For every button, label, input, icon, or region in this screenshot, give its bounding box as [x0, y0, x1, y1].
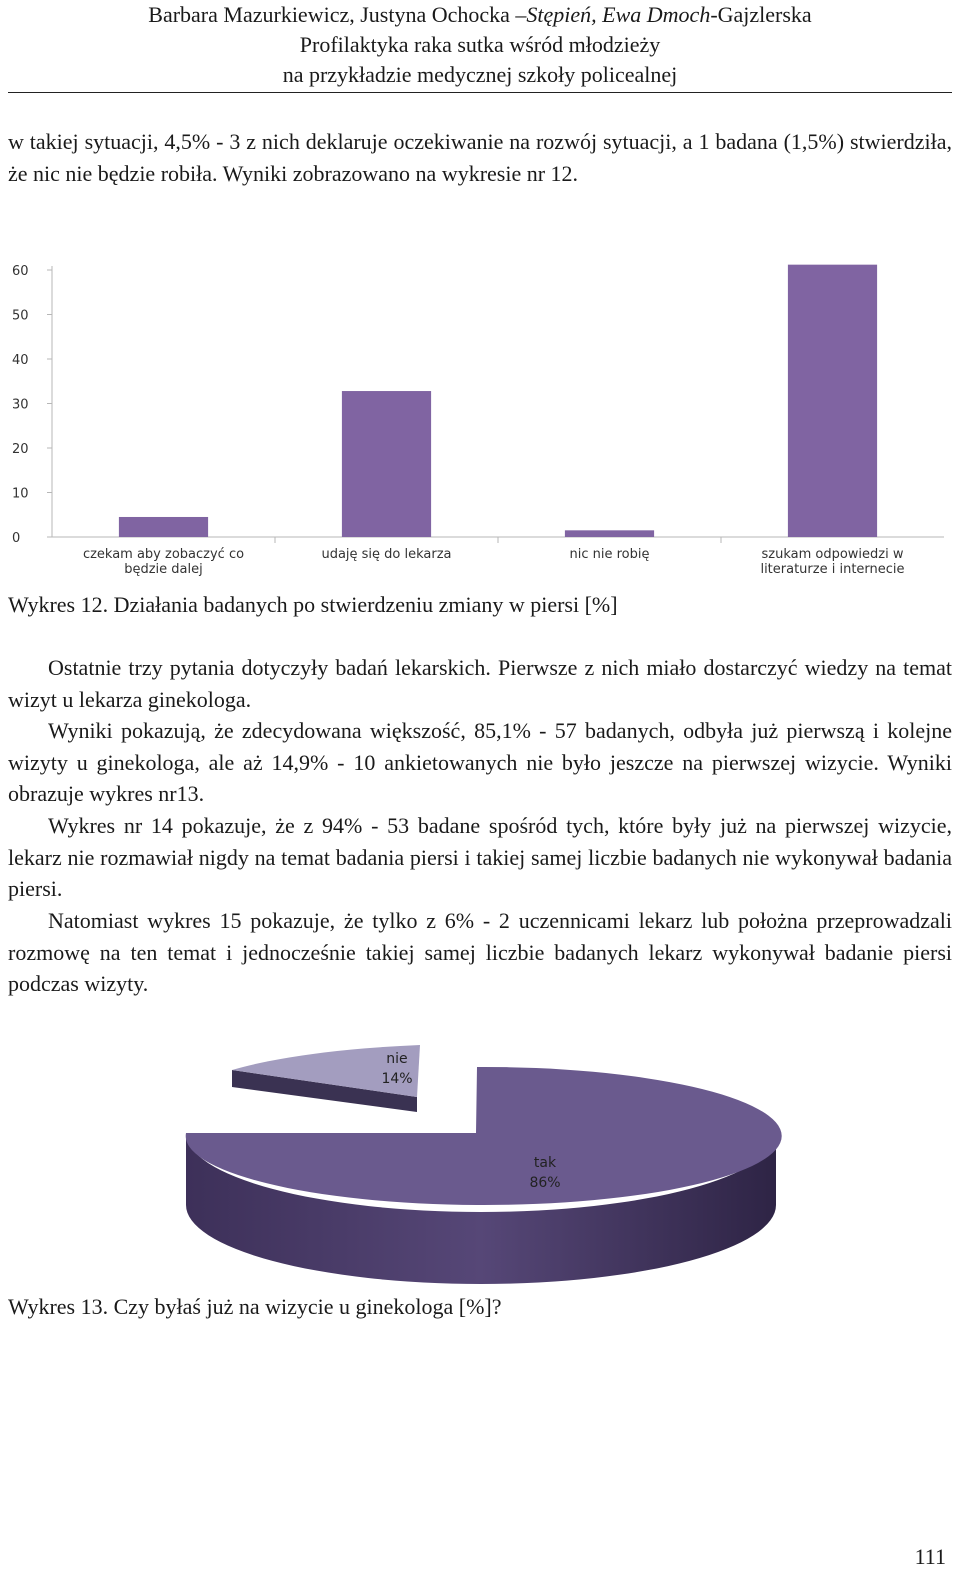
header-authors-plain: Barbara Mazurkiewicz, Justyna Ochocka – — [148, 2, 527, 27]
bar-chart-y-ticks — [12, 264, 52, 546]
running-header — [0, 0, 960, 90]
page-number: 111 — [914, 1544, 946, 1569]
bar-chart-bars — [119, 265, 877, 537]
intro-paragraph: w takiej sytuacji, 4,5% - 3 z nich deklaruje oczekiwanie na rozwój sytuacji, a 1 badana (1,5%) stwierdziła, że nic nie będzie robiła. Wyniki zobrazowano na wykresie nr 12. — [8, 129, 952, 186]
pie-value-tak: 86% — [529, 1175, 561, 1191]
x-category-label: nic nie robię — [569, 547, 650, 562]
header-title-line1: Profilaktyka raka sutka wśród młodzieży — [299, 32, 661, 57]
bar — [342, 391, 431, 537]
pie-label-nie: nie — [386, 1051, 408, 1067]
y-tick-label: 60 — [12, 264, 29, 279]
header-authors — [0, 0, 960, 30]
body-paragraph-2: Wyniki pokazują, że zdecydowana większość, 85,1% - 57 badanych, odbyła już pierwszą i kolejne wizyty u ginekologa, ale aż 14,9% - 10 ankietowanych nie było jeszcze na pierwszej wizycie. Wyniki obrazuje wykres nr13. — [8, 718, 952, 806]
header-divider — [8, 92, 952, 93]
x-category-label: udaję się do lekarza — [321, 547, 452, 562]
bar — [119, 517, 208, 537]
bar — [788, 265, 877, 537]
y-tick-label: 30 — [12, 397, 29, 413]
y-tick-label: 40 — [12, 353, 29, 368]
figure13-caption: Wykres 13. Czy byłaś już na wizycie u ginekologa [%]? — [8, 1294, 502, 1319]
y-tick-label: 10 — [12, 486, 29, 502]
bar-chart-wykres-12 — [0, 252, 960, 582]
bar — [565, 530, 654, 537]
pie-value-nie: 14% — [381, 1071, 413, 1087]
body-paragraph-3: Wykres nr 14 pokazuje, że z 94% - 53 badane spośród tych, które były już na pierwszej wizycie, lekarz nie rozmawiał nigdy na temat badania piersi i takiej samej liczbie badanych nie wykonywał badania piersi. — [8, 813, 952, 901]
header-authors-italic: Stępień, Ewa Dmoch — [526, 2, 711, 27]
pie-slice-tak — [186, 1067, 782, 1284]
x-category-label: literaturze i internecie — [760, 562, 905, 577]
y-tick-label: 0 — [12, 531, 21, 546]
header-authors-end: -Gajzlerska — [710, 2, 812, 27]
bar-chart-x-labels — [83, 547, 905, 577]
pie-label-tak: tak — [533, 1155, 557, 1171]
figure12-caption: Wykres 12. Działania badanych po stwierdzeniu zmiany w piersi [%] — [8, 592, 618, 617]
y-tick-label: 50 — [12, 308, 29, 324]
body-paragraph-1: Ostatnie trzy pytania dotyczyły badań lekarskich. Pierwsze z nich miało dostarczyć wiedzy na temat wizyt u lekarza ginekologa. — [8, 655, 952, 712]
x-category-label: będzie dalej — [124, 562, 203, 577]
header-title-line2: na przykładzie medycznej szkoły policealnej — [282, 62, 678, 87]
body-paragraph-4: Natomiast wykres 15 pokazuje, że tylko z 6% - 2 uczennicami lekarz lub położna przeprowadzali rozmowę na ten temat i jednocześnie takiej samej liczbie badanych lekarz wykonywał badanie piersi podczas wizyty. — [8, 908, 952, 996]
x-category-label: czekam aby zobaczyć co — [82, 547, 245, 562]
x-category-label: szukam odpowiedzi w — [761, 547, 904, 562]
pie-chart-wykres-13 — [0, 1025, 960, 1295]
y-tick-label: 20 — [12, 442, 29, 457]
